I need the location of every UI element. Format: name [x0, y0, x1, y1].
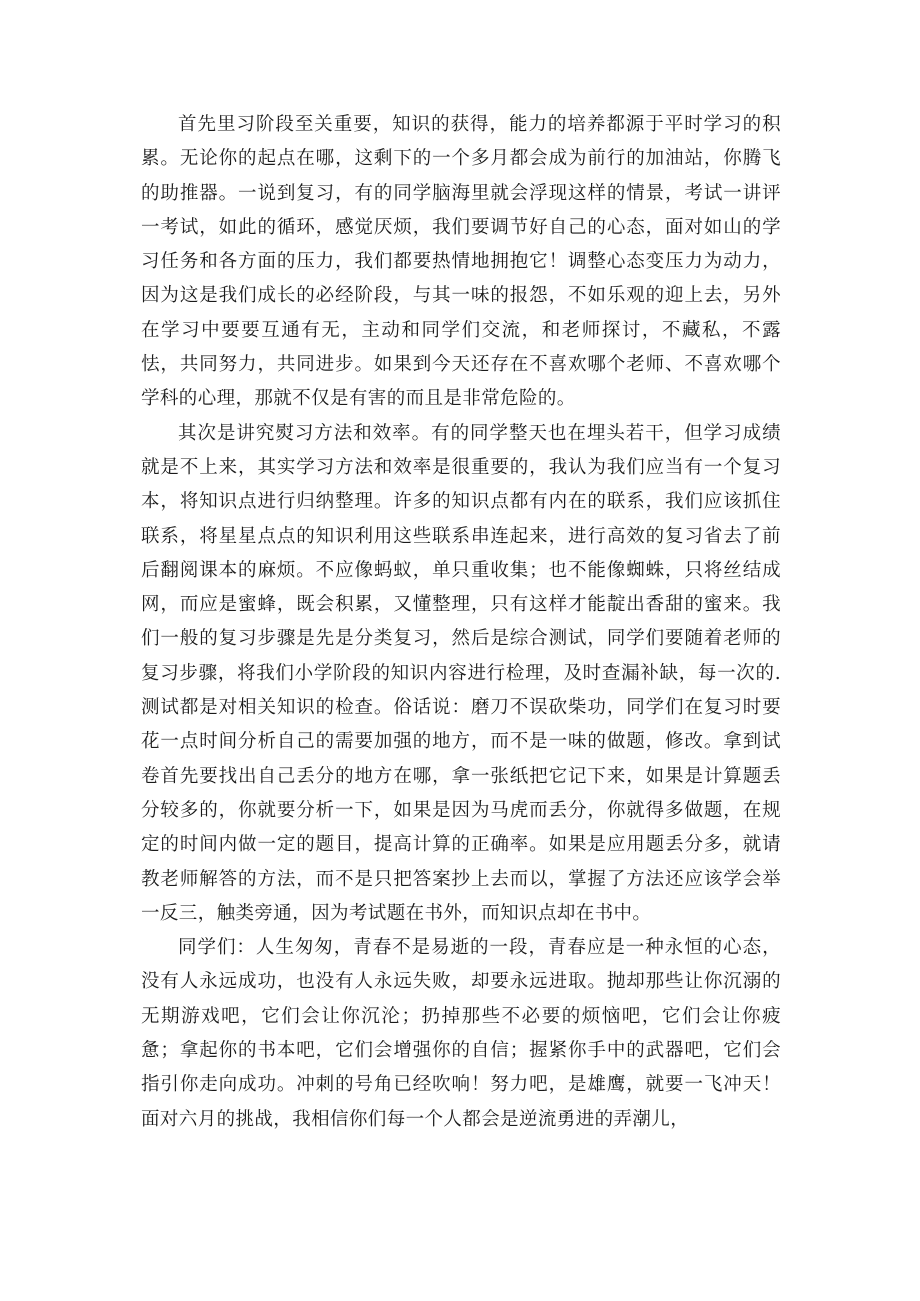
document-body	[141, 108, 781, 1137]
paragraph-encouragement: 同学们：人生匆匆，青春不是易逝的一段，青春应是一种永恒的心态，没有人永远成功，也没有人永远失败，却要永远进取。抛却那些让你沉溺的无期游戏吧，它们会让你沉沦；扔掉那些不必要的烦恼吧，它们会让你疲惫；拿起你的书本吧，它们会增强你的自信；握紧你手中的武器吧，它们会指引你走向成功。冲刺的号角已经吹响！努力吧，是雄鹰，就要一飞冲天！面对六月的挑战，我相信你们每一个人都会是逆流勇进的弄潮儿，	[141, 937, 781, 1130]
paragraph-study-method: 其次是讲究熨习方法和效率。有的同学整天也在埋头若干，但学习成绩就是不上来，其实学习方法和效率是很重要的，我认为我们应当有一个复习本，将知识点进行归纳整理。许多的知识点都有内在的联系，我们应该抓住联系，将星星点点的知识利用这些联系串连起来，进行高效的复习省去了前后翻阅课本的麻烦。不应像蚂蚁，单只重收集；也不能像蜘蛛，只将丝结成网，而应是蜜蜂，既会积累，又懂整理，只有这样才能靛出香甜的蜜来。我们一般的复习步骤是先是分类复习，然后是综合测试，同学们要随着老师的复习步骤，将我们小学阶段的知识内容进行检理，及时查漏补缺，每一次的.测试都是对相关知识的检查。俗话说：磨刀不误砍柴功，同学们在复习时要花一点时间分析自己的需要加强的地方，而不是一味的做题，修改。拿到试卷首先要找出自己丢分的地方在哪，拿一张纸把它记下来，如果是计算题丢分较多的，你就要分析一下，如果是因为马虎而丢分，你就得多做题，在规定的时间内做一定的题目，提高计算的正确率。如果是应用题丢分多，就请教老师解答的方法，而不是只把答案抄上去而以，掌握了方法还应该学会举一反三，触类旁通，因为考试题在书外，而知识点却在书中。	[141, 422, 781, 924]
paragraph-review-stage: 首先里习阶段至关重要，知识的获得，能力的培养都源于平时学习的积累。无论你的起点在哪，这剩下的一个多月都会成为前行的加油站，你腾飞的助推器。一说到复习，有的同学脑海里就会浮现这样的情景，考试一讲评一考试，如此的循环，感觉厌烦，我们要调节好自己的心态，面对如山的学习任务和各方面的压力，我们都要热情地拥抱它！调整心态变压力为动力，因为这是我们成长的必经阶段，与其一味的报怨，不如乐观的迎上去，另外在学习中要要互通有无，主动和同学们交流，和老师探讨，不藏私，不露怯，共同努力，共同进步。如果到今天还存在不喜欢哪个老师、不喜欢哪个学科的心理，那就不仅是有害的而且是非常危险的。	[141, 114, 781, 410]
